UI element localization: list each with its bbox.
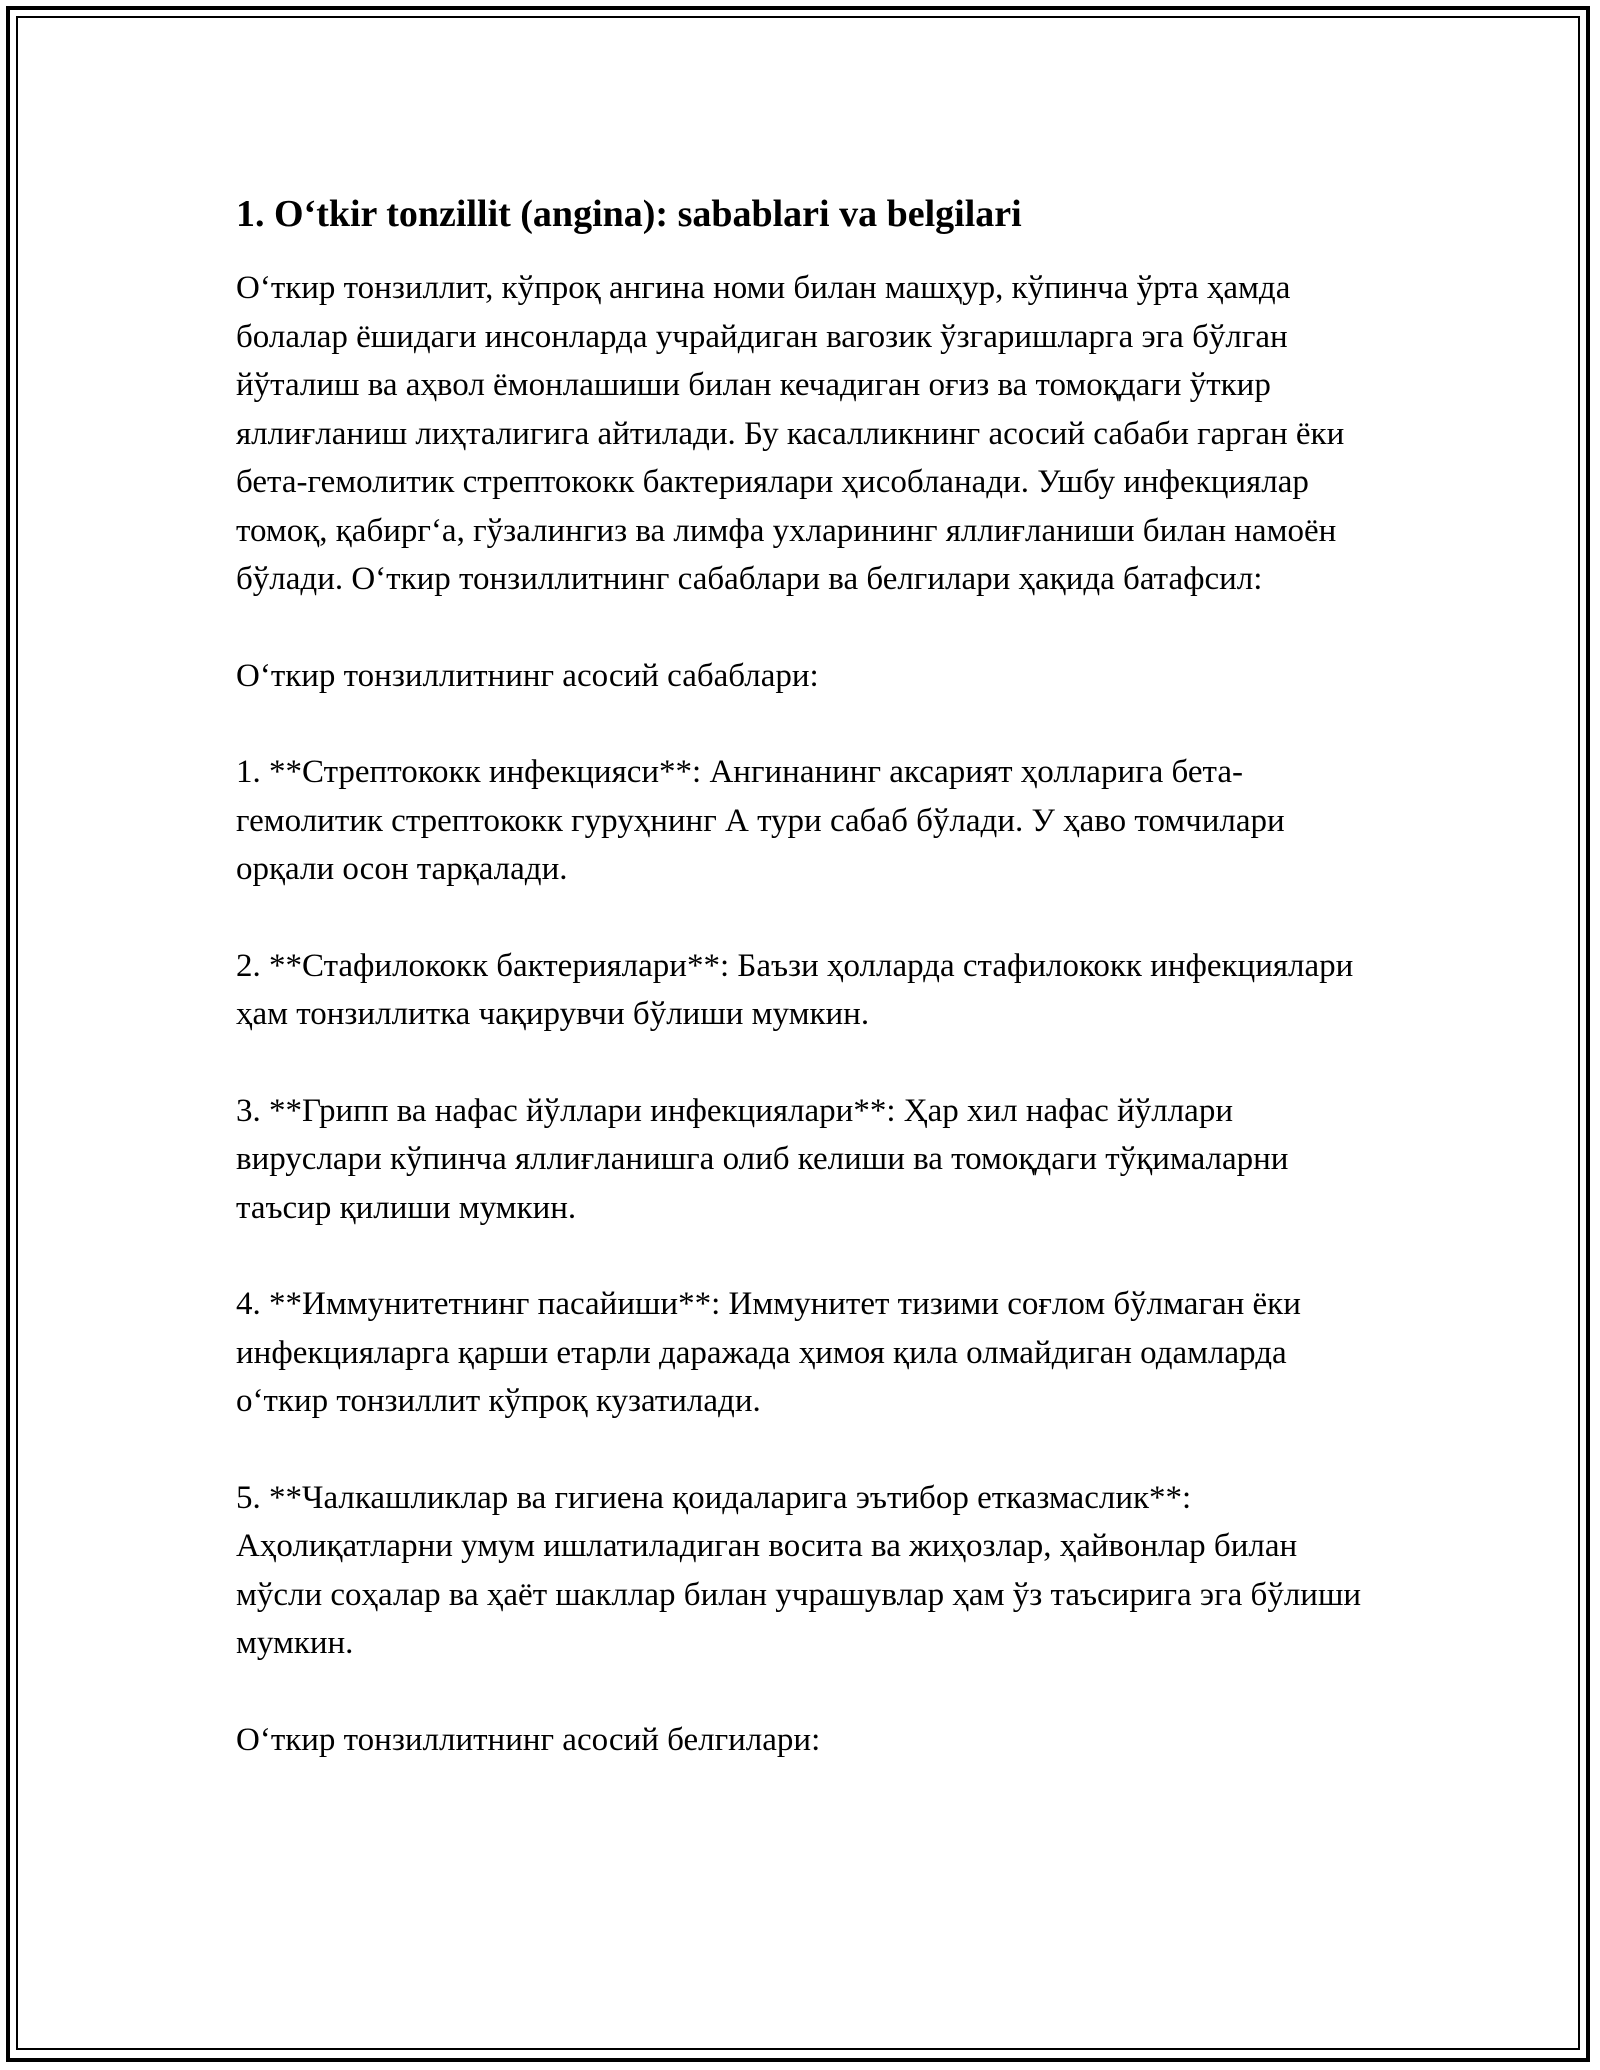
document-body: [236, 190, 1376, 1812]
cause-item-2: 2. **Стафилококк бактериялари**: Баъзи ҳолларда стафилококк инфекциялари ҳам тонзиллитка чақирувчи бўлиши мумкин.: [236, 947, 1354, 1032]
cause-item-3: 3. **Грипп ва нафас йўллари инфекциялари**: Ҳар хил нафас йўллари вируслари кўпинча яллиғланишга олиб келиши ва томоқдаги тўқималарни таъсир қилиши мумкин.: [236, 1092, 1289, 1226]
intro-paragraph: Оʻткир тонзиллит, кўпроқ ангина номи билан машҳур, кўпинча ўрта ҳамда болалар ёшидаги инсонларда учрайдиган вагозик ўзгаришларга эга бўлган йўталиш ва аҳвол ёмонлашиши билан кечадиган оғиз ва томоқдаги ўткир яллиғланиш лиҳталигига айтилади. Бу касалликнинг асосий сабаби гарган ёки бета-гемолитик стрептококк бактериялари ҳисобланади. Ушбу инфекциялар томоқ, қабиргʻа, гўзалингиз ва лимфа ухларининг яллиғланиши билан намоён бўлади. Оʻткир тонзиллитнинг сабаблари ва белгилари ҳақида батафсил:: [236, 270, 1345, 597]
cause-item-1: 1. **Стрептококк инфекцияси**: Ангинанинг аксарият ҳолларига бета-гемолитик стрептококк гуруҳнинг А тури сабаб бўлади. У ҳаво томчилари орқали осон тарқалади.: [236, 754, 1285, 887]
causes-heading: Оʻткир тонзиллитнинг асосий сабаблари:: [236, 657, 819, 694]
cause-item-4: 4. **Иммунитетнинг пасайиши**: Иммунитет тизими соғлом бўлмаган ёки инфекцияларга қарши етарли даражада ҳимоя қила олмайдиган одамларда оʻткир тонзиллит кўпроқ кузатилади.: [236, 1286, 1301, 1419]
cause-item-5: 5. **Чалкашликлар ва гигиена қоидаларига эътибор етказмаслик**: Аҳолиқатларни умум ишлатиладиган восита ва жиҳозлар, ҳайвонлар билан мўсли соҳалар ва ҳаёт шакллар билан учрашувлар ҳам ўз таъсирига эга бўлиши мумкин.: [236, 1479, 1362, 1661]
document-title: 1. Oʻtkir tonzillit (angina): sabablari va belgilari: [236, 193, 1022, 235]
symptoms-heading: Оʻткир тонзиллитнинг асосий белгилари:: [236, 1721, 821, 1758]
